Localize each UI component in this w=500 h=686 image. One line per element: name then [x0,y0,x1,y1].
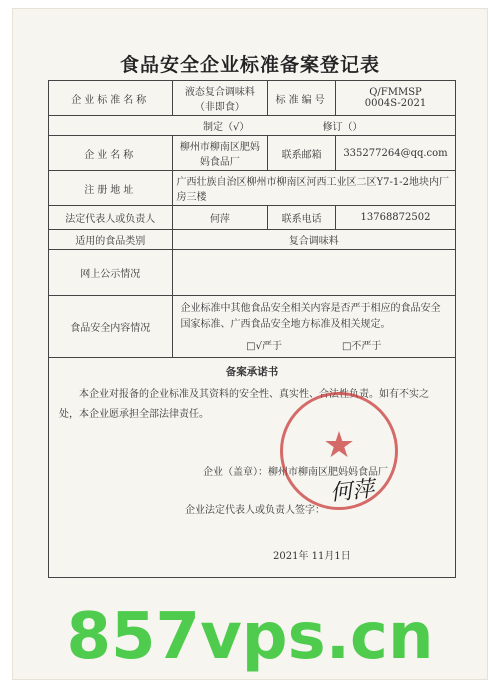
rep-label: 法定代表人或负责人 [49,206,173,230]
promise-title: 备案承诺书 [225,366,279,378]
revise-label: 修订（） [322,122,363,133]
std-no-label: 标准编号 [268,81,336,116]
company-value: 柳州市柳南区肥妈妈食品厂 [172,136,268,171]
signer-line: 企业法定代表人或负责人签字： [185,505,325,516]
registration-table [48,80,456,578]
handwritten-signature: 何萍 [329,476,376,507]
std-name-value [172,81,268,116]
enact-revise-row [49,116,456,136]
watermark: 857vps.cn [66,600,434,674]
address-value: 广西壮族自治区柳州市柳南区河西工业区二区Y7-1-2地块内厂房三楼 [172,171,455,206]
safety-cell [172,296,455,358]
email-value: 335277264@qq.com [336,136,456,171]
promise-text: 本企业对报备的企业标准及其资料的安全性、真实性、合法性负责。如有不实之处，本企业愿承担全部法律责任。 [59,389,429,420]
seal-star-icon: ★ [322,425,356,466]
company-stamp-line: 企业（盖章）：柳州市柳南区肥妈妈食品厂 [203,467,388,478]
std-name-line-2: （非即食） [194,102,245,113]
safety-text: 企业标准中其他食品安全相关内容是否严于相应的食品安全国家标准、广西食品安全地方标准及相关规定。 [180,303,441,330]
std-no-value [336,81,456,116]
phone-label: 联系电话 [268,206,336,230]
safety-options [177,337,451,352]
option-not-strict: □不严于 [341,341,382,352]
option-strict: □√严于 [246,341,282,352]
publicity-value [172,250,455,296]
email-label: 联系邮箱 [268,136,336,171]
std-no-line-2: 0004S-2021 [364,98,427,109]
company-label: 企业名称 [49,136,173,171]
enact-label: 制定（√） [203,122,250,133]
category-label: 适用的食品类别 [49,230,173,250]
address-label: 注册地址 [49,171,173,206]
safety-label: 食品安全内容情况 [49,296,173,358]
std-no-line-1: Q/FMMSP [369,87,422,98]
page-title: 食品安全企业标准备案登记表 [119,54,380,76]
phone-value: 13768872502 [336,206,456,230]
std-name-line-1: 液态复合调味料 [184,87,255,98]
publicity-label: 网上公示情况 [49,250,173,296]
rep-value: 何萍 [172,206,268,230]
sign-date: 2021年 11月1日 [273,551,351,562]
std-name-label: 企业标准名称 [49,81,173,116]
category-value: 复合调味料 [172,230,455,250]
